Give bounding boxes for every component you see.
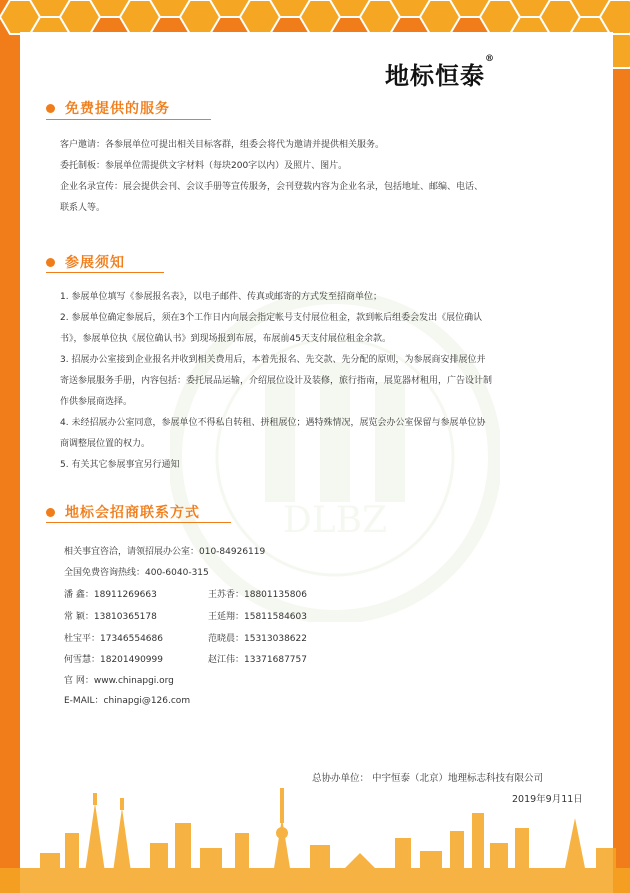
contact-website[interactable]: 官 网：www.chinapgi.org [64, 676, 174, 686]
contact-person: 潘 鑫：18911269663 [64, 590, 157, 600]
contact-intro: 相关事宜咨洽，请领招展办公室：010-84926119 [64, 547, 266, 557]
contact-person: 何雪慧：18201490999 [64, 655, 163, 665]
bullet-dot-icon [46, 104, 55, 113]
page-content [20, 32, 613, 893]
bullet-dot-icon [46, 258, 55, 267]
footer-date: 2019年9月11日 [512, 794, 583, 805]
contact-person: 赵江伟：13371687757 [208, 655, 307, 665]
section-title-notice: 参展须知 [46, 252, 125, 272]
footer-organizer: 总协办单位： 中宇恒泰（北京）地理标志科技有限公司 [312, 773, 544, 784]
contact-email[interactable]: E-MAIL：chinapgi@126.com [64, 696, 191, 706]
section-title-contact: 地标会招商联系方式 [46, 502, 200, 522]
svg-text:DLBZ: DLBZ [282, 500, 388, 541]
brand-logo: 地标恒泰® [385, 54, 495, 90]
contact-person: 王苏香：18801135806 [208, 590, 307, 600]
contact-person: 范晓晨：15313038622 [208, 634, 307, 644]
section-underline [46, 119, 211, 120]
contact-person: 常 颖：13810365178 [64, 612, 157, 622]
services-text: 客户邀请：各参展单位可提出相关目标客群，组委会将代为邀请并提供相关服务。 委托制板：参展单位需提供文字材料（每块200字以内）及照片、图片。 企业名录宣传：展会提供会刊、会议手册等宣传服务，会刊登载内容为企业名录，包括地址、邮编、电话、 联系人等。 [60, 140, 484, 213]
section-underline [46, 272, 164, 273]
city-skyline-illustration [0, 773, 630, 893]
contact-hotline: 全国免费咨询热线：400-6040-315 [64, 568, 209, 578]
notice-text: 1. 参展单位填写《参展报名表》，以电子邮件、传真或邮寄的方式发至招商单位； 2. 参展单位确定参展后，须在3个工作日内向展会指定帐号支付展位租金，款到帐后组委会发出《展位确认 书》，参展单位执《展位确认书》到现场报到布展，布展前45天支付展位租金余款。 3. 招展办公室接到企业报名并收到相关费用后，本着先报名、先交款、先分配的原则，为参展商安排展位并 寄送参展服务手册，内容包括：委托展品运输，介绍展位设计及装修，旅行指南，展览器材租用，广告设计制 作供参展商选择。 4. 未经招展办公室同意，参展单位不得私自转租、拼租展位；遇特殊情况，展览会办公室保留与参展单位协 商调整展位置的权力。 5. 有关其它参展事宜另行通知 [60, 292, 493, 470]
section-underline [46, 522, 231, 523]
section-title-services: 免费提供的服务 [46, 98, 170, 118]
contact-person: 杜宝平：17346554686 [64, 634, 163, 644]
contact-person: 王延翔：15811584603 [208, 612, 307, 622]
bullet-dot-icon [46, 508, 55, 517]
